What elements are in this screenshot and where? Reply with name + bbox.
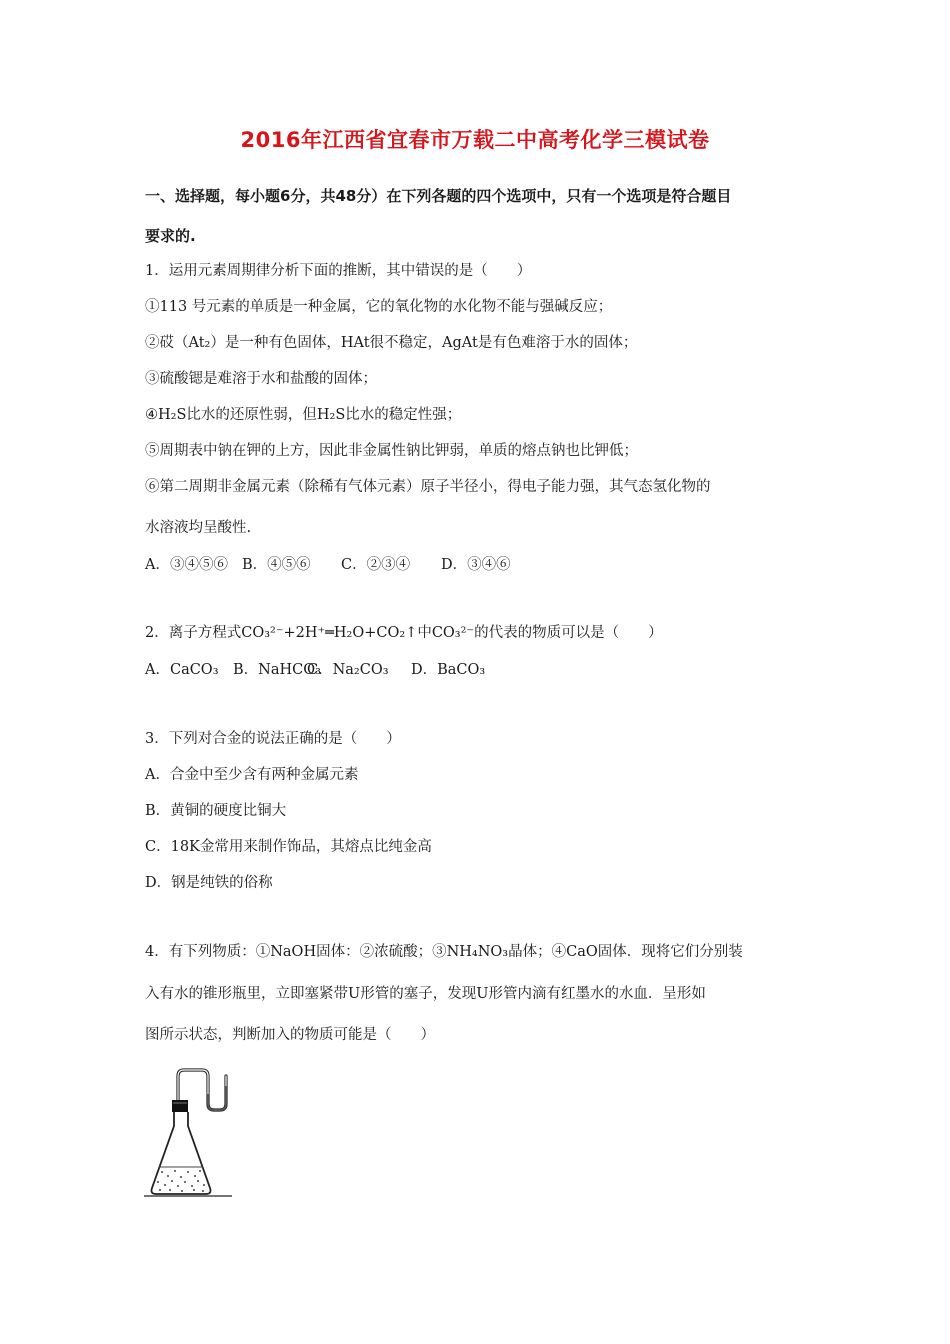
q1-item: 水溶液均呈酸性. <box>145 520 252 536</box>
q2-option-c[interactable]: C．Na₂CO₃ <box>307 662 389 678</box>
q1-option-d[interactable]: D．③④⑥ <box>441 557 511 573</box>
q2-option-a[interactable]: A．CaCO₃ <box>145 662 219 678</box>
q1-option-a[interactable]: A．③④⑤⑥ <box>145 557 228 573</box>
q2-option-d[interactable]: D．BaCO₃ <box>411 662 486 678</box>
q1-item: ③硫酸锶是难溶于水和盐酸的固体； <box>145 371 377 387</box>
q3-option-a[interactable]: A．合金中至少含有两种金属元素 <box>145 767 359 783</box>
page-title: 2016年江西省宜春市万载二中高考化学三模试卷 <box>240 128 710 152</box>
q2-option-b[interactable]: B．NaHCO₃ <box>233 662 321 678</box>
section-instructions-line1: 一、选择题，每小题6分，共48分）在下列各题的四个选项中，只有一个选项是符合题目 <box>145 187 732 205</box>
q1-option-c[interactable]: C．②③④ <box>341 557 411 573</box>
q1-item: ②砹（At₂）是一种有色固体，HAt很不稳定，AgAt是有色难溶于水的固体； <box>145 335 638 351</box>
q3-option-c[interactable]: C．18K金常用来制作饰品，其熔点比纯金高 <box>145 839 432 855</box>
q2-stem: 2．离子方程式CO₃²⁻+2H⁺═H₂O+CO₂↑中CO₃²⁻的代表的物质可以是（ ） <box>145 625 663 641</box>
q1-item: ⑤周期表中钠在钾的上方，因此非金属性钠比钾弱，单质的熔点钠也比钾低； <box>145 443 638 459</box>
q3-option-b[interactable]: B．黄铜的硬度比铜大 <box>145 803 287 819</box>
q1-options <box>145 555 511 575</box>
q1-item: ④H₂S比水的还原性弱，但H₂S比水的稳定性强； <box>145 407 462 423</box>
q1-option-b[interactable]: B．④⑤⑥ <box>242 557 311 573</box>
flask-u-tube-diagram-icon <box>140 1064 240 1200</box>
q4-stem-line: 入有水的锥形瓶里，立即塞紧带U形管的塞子，发现U形管内滴有红墨水的水血．呈形如 <box>145 986 706 1002</box>
q4-stem-line: 图所示状态，判断加入的物质可能是（ ） <box>145 1027 435 1043</box>
q3-option-d[interactable]: D．钢是纯铁的俗称 <box>145 875 273 891</box>
q4-stem-line: 4．有下列物质：①NaOH固体：②浓硫酸；③NH₄NO₃晶体；④CaO固体．现将它们分别装 <box>145 944 743 960</box>
q2-options <box>145 660 485 680</box>
q1-item: ①113 号元素的单质是一种金属，它的氧化物的水化物不能与强碱反应； <box>145 299 613 315</box>
q1-item: ⑥第二周期非金属元素（除稀有气体元素）原子半径小，得电子能力强，其气态氢化物的 <box>145 479 711 495</box>
q3-stem: 3．下列对合金的说法正确的是（ ） <box>145 731 401 747</box>
q1-stem: 1．运用元素周期律分析下面的推断，其中错误的是（ ） <box>145 263 532 279</box>
section-instructions-line2: 要求的. <box>145 227 196 245</box>
